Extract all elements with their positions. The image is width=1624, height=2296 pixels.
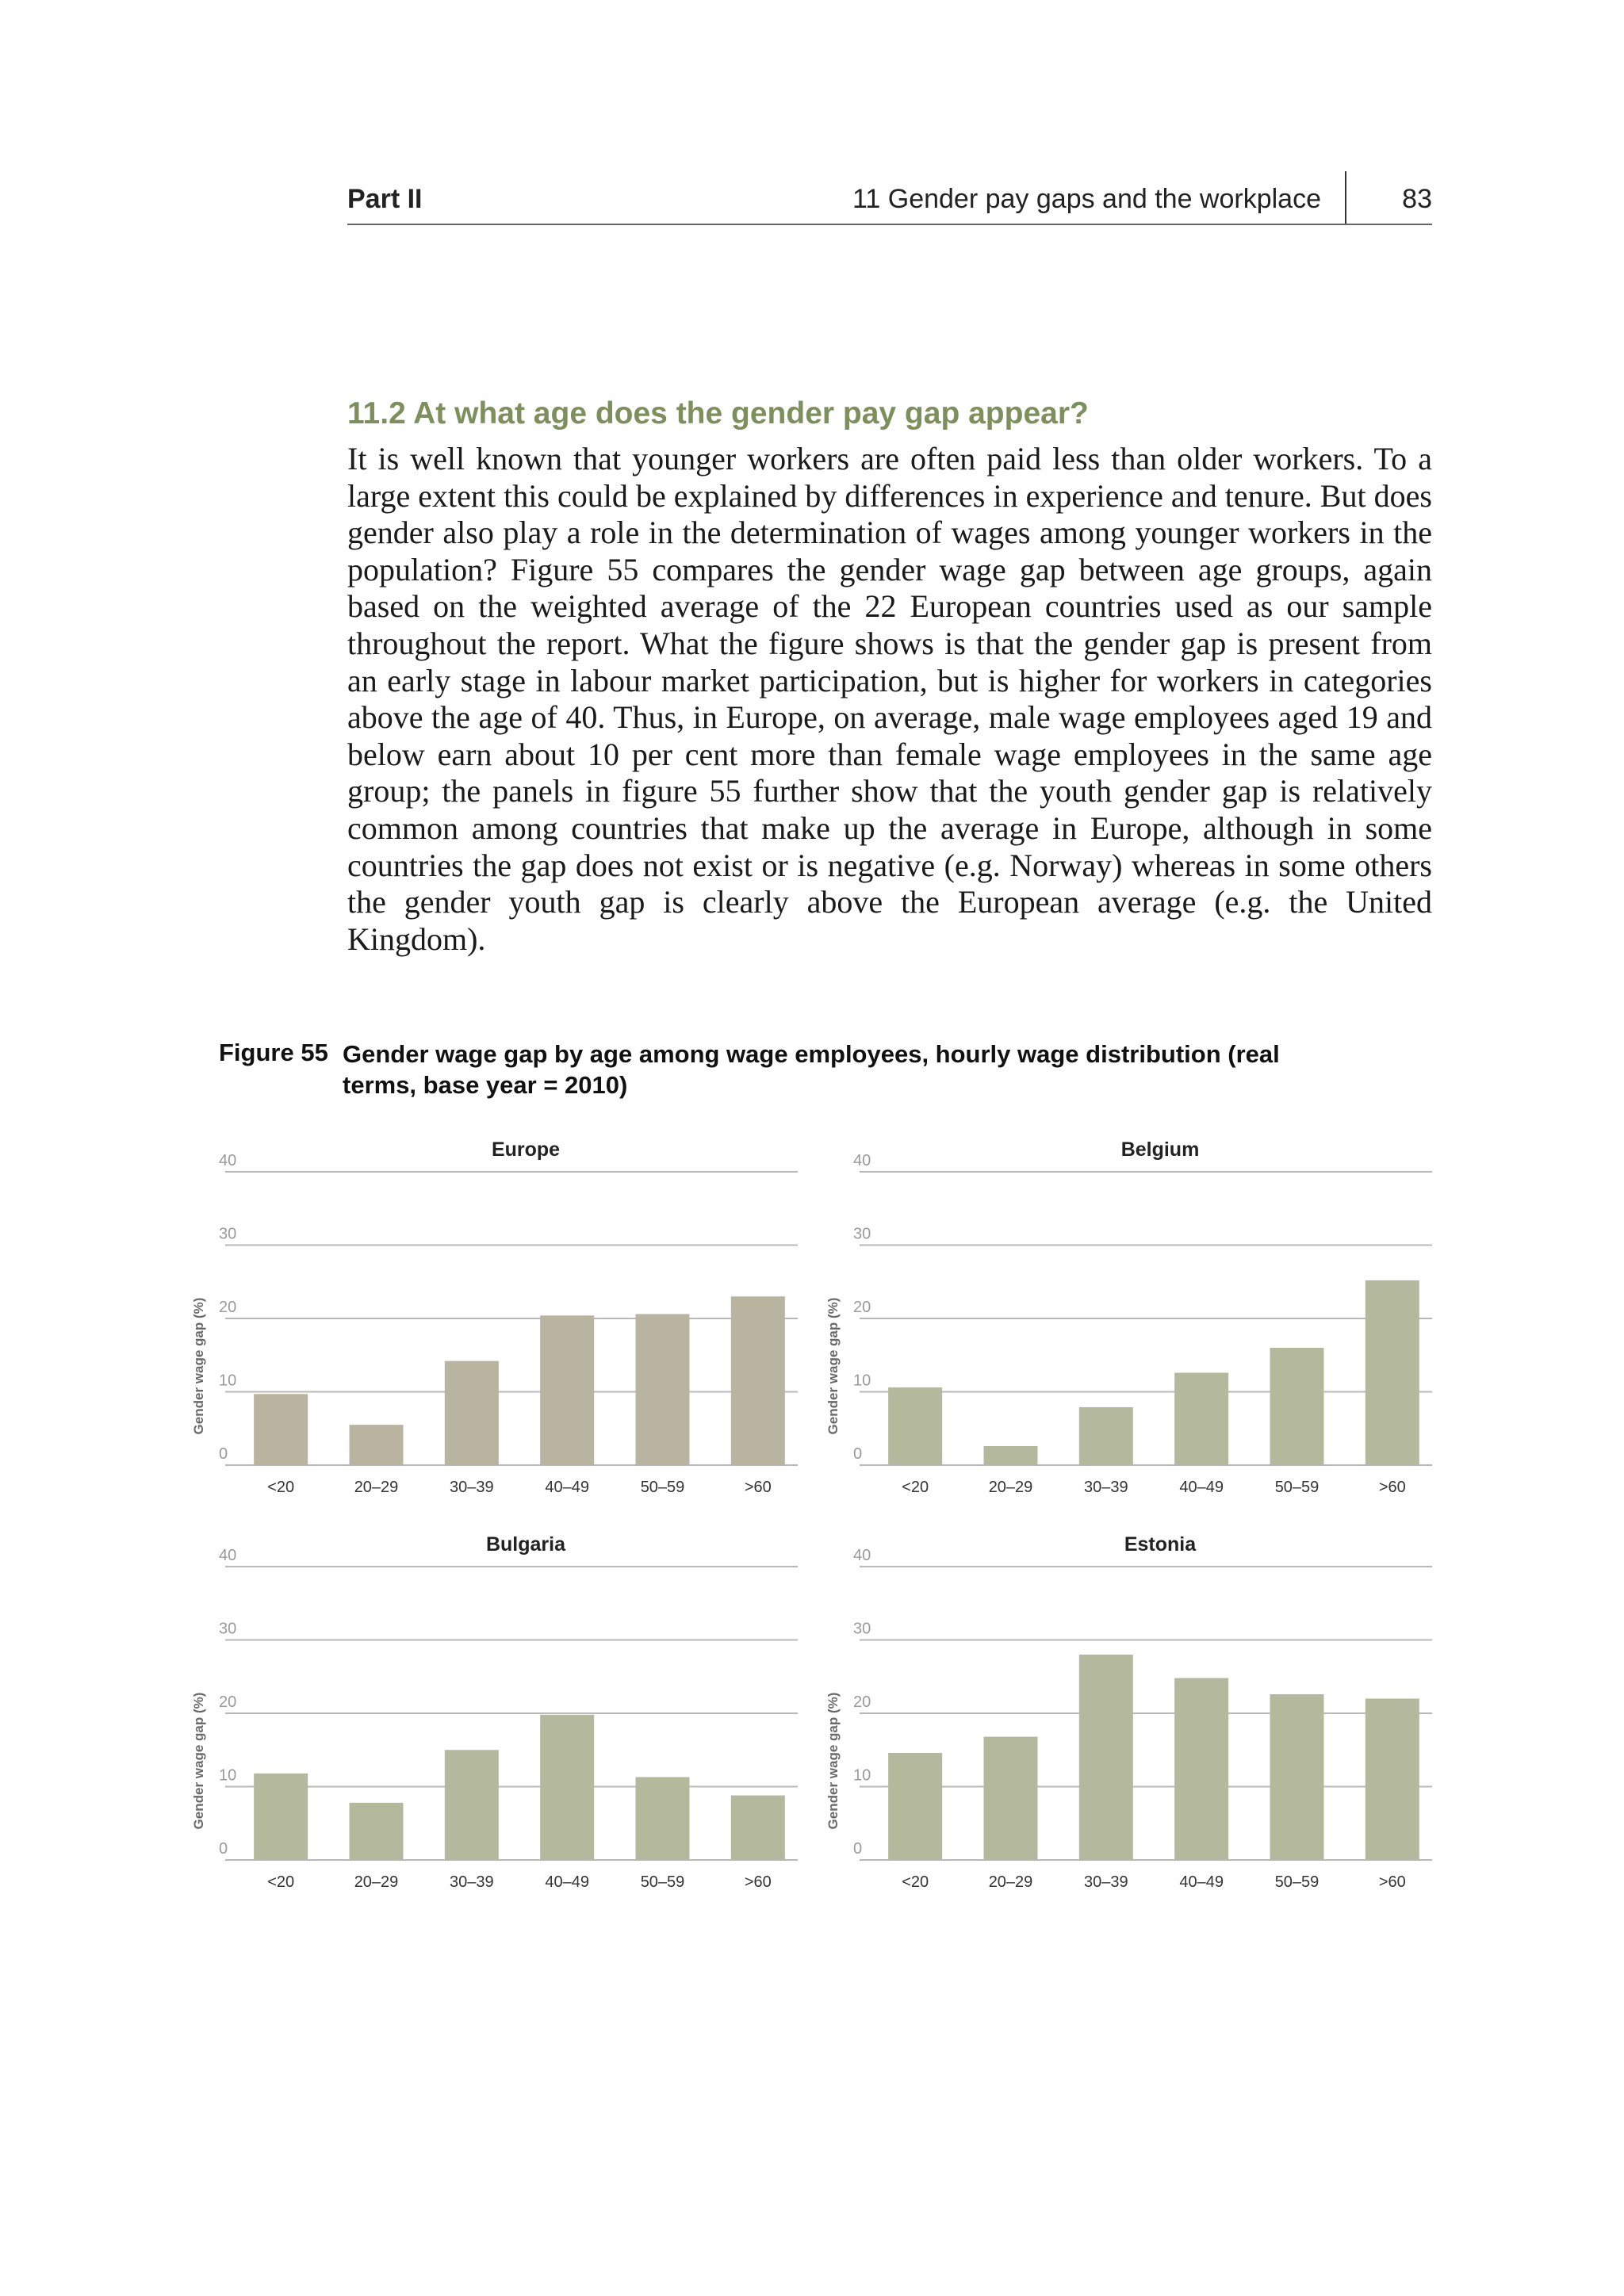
bar-2 [350,1425,404,1465]
bar-2 [984,1737,1038,1860]
y-tick-label: 40 [219,1547,237,1564]
chart-title: Bulgaria [485,1533,566,1556]
chart-title: Europe [491,1138,561,1161]
x-tick-label: >60 [1378,1873,1406,1891]
x-tick-label: 40–49 [545,1479,589,1496]
bar-1 [254,1394,308,1465]
y-tick-label: 10 [219,1372,237,1390]
x-tick-label: 40–49 [1179,1873,1224,1891]
x-tick-label: <20 [902,1479,929,1496]
bar-5 [1270,1348,1324,1465]
bar-6 [1365,1699,1419,1861]
bar-4 [1174,1372,1228,1465]
bar-5 [636,1314,690,1465]
y-tick-label: 40 [853,1547,871,1564]
bar-1 [254,1774,308,1860]
header-rule [347,224,1432,225]
bar-6 [1365,1280,1419,1465]
chart-svg [186,1521,852,1933]
x-tick-label: 50–59 [1274,1873,1320,1891]
bar-3 [1079,1655,1133,1860]
x-tick-label: 40–49 [545,1873,589,1891]
x-tick-label: 20–29 [988,1479,1033,1496]
x-tick-label: 50–59 [640,1873,685,1891]
y-axis-label: Gender wage gap (%) [191,1297,206,1435]
y-tick-label: 10 [853,1372,871,1390]
bar-3 [1079,1407,1133,1465]
x-tick-label: >60 [744,1873,772,1891]
header-divider [1345,171,1346,224]
y-tick-label: 20 [853,1299,871,1316]
bar-1 [888,1387,942,1465]
y-tick-label: 0 [853,1840,863,1858]
header-chapter: 11 Gender pay gaps and the workplace [852,184,1321,214]
y-tick-label: 20 [853,1693,871,1711]
bar-5 [1270,1694,1324,1860]
figure-title: Gender wage gap by age among wage employees, hourly wage distribution (real terms, base year = 2010) [343,1040,1280,1099]
x-tick-label: 20–29 [354,1479,399,1496]
bar-6 [731,1796,785,1860]
y-tick-label: 20 [219,1299,237,1316]
chart-title: Belgium [1120,1138,1200,1161]
x-tick-label: 20–29 [988,1873,1033,1891]
y-tick-label: 0 [219,1840,228,1858]
x-tick-label: 30–39 [1084,1873,1128,1891]
chart-estonia [820,1521,1486,1933]
y-tick-label: 0 [219,1445,228,1463]
y-tick-label: 20 [219,1693,237,1711]
y-tick-label: 30 [219,1620,237,1638]
x-tick-label: <20 [267,1479,295,1496]
bar-4 [540,1715,594,1860]
body-paragraph: It is well known that younger workers are often paid less than older workers. To a large extent this could be explained by differences in experience and tenure. But does gender also play a role in the determination of wages among younger workers in the population? Figure 55 compares the gender wage gap between age groups, again based on the weighted average of the 22 European countries used as our sample throughout the report. What the figure shows is that the gender gap is present from an early stage in labour market participation, but is higher for workers in categories above the age of 40. Thus, in Europe, on average, male wage employees aged 19 and below earn about 10 per cent more than female wage employees in the same age group; the panels in figure 55 further show that the youth gender gap is relatively common among countries that make up the average in Europe, although in some countries the gap does not exist or is negative (e.g. Norway) whereas in some others the gender youth gap is clearly above the European average (e.g. the United Kingdom). [347,441,1432,957]
x-tick-label: 50–59 [1274,1479,1320,1496]
y-tick-label: 10 [219,1766,237,1785]
bar-2 [984,1446,1038,1465]
bar-3 [445,1361,499,1465]
chart-europe [186,1126,852,1538]
bar-6 [731,1296,785,1465]
y-tick-label: 40 [853,1152,871,1169]
chart-svg [820,1521,1486,1933]
x-tick-label: >60 [1378,1479,1406,1496]
x-tick-label: 40–49 [1179,1479,1224,1496]
y-tick-label: 30 [219,1225,237,1243]
y-tick-label: 40 [219,1152,237,1169]
bar-4 [540,1315,594,1465]
bar-3 [445,1750,499,1860]
x-tick-label: >60 [744,1479,772,1496]
x-tick-label: <20 [902,1873,929,1891]
x-tick-label: 30–39 [1084,1479,1128,1496]
y-tick-label: 30 [853,1225,871,1243]
y-axis-label: Gender wage gap (%) [825,1692,841,1830]
chart-svg [820,1126,1486,1538]
chart-title: Estonia [1124,1533,1197,1556]
y-axis-label: Gender wage gap (%) [191,1692,206,1830]
figure-label: Figure 55 [219,1039,328,1066]
chart-bulgaria [186,1521,852,1933]
chart-belgium [820,1126,1486,1538]
chart-svg [186,1126,852,1538]
y-tick-label: 10 [853,1766,871,1785]
x-tick-label: 50–59 [640,1479,685,1496]
x-tick-label: <20 [267,1873,295,1891]
section-title: 11.2 At what age does the gender pay gap appear? [347,396,1089,430]
page-number: 83 [1402,184,1432,214]
y-tick-label: 0 [853,1445,863,1463]
x-tick-label: 20–29 [354,1873,399,1891]
y-axis-label: Gender wage gap (%) [825,1297,841,1435]
y-tick-label: 30 [853,1620,871,1638]
x-tick-label: 30–39 [450,1479,494,1496]
bar-2 [350,1803,404,1860]
x-tick-label: 30–39 [450,1873,494,1891]
bar-5 [636,1777,690,1860]
header-part: Part II [347,184,423,214]
bar-1 [888,1753,942,1860]
bar-4 [1174,1678,1228,1860]
